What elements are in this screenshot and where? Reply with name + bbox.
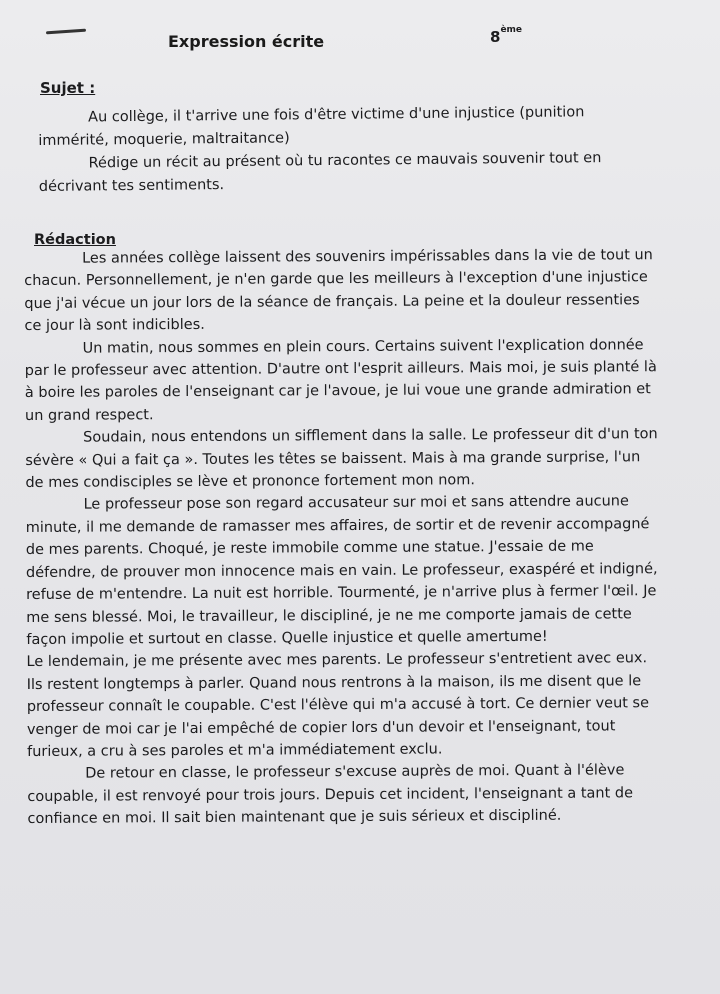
pen-scribble [46, 29, 86, 35]
paragraph-1: Les années collège laissent des souvenirs impérissables dans la vie de tout un chacun. Personnellement, je n'en garde que les meilleurs à l'exception d'une injustice que j'ai vécue un jour lors de la séance de français. La peine et la douleur ressenties ce jour là sont indicibles. [24, 247, 653, 335]
sujet-line-1: Au collège, il t'arrive une fois d'être victime d'une injustice (punition immérité, moquerie, maltraitance) [38, 104, 585, 149]
paragraph-6: De retour en classe, le professeur s'excuse auprès de moi. Quant à l'élève coupable, il est renvoyé pour trois jours. Depuis cet incident, l'enseignant a tant de confiance en moi. Il sait bien maintenant que je suis sérieux et discipliné. [27, 762, 634, 828]
paragraph-4: Le professeur pose son regard accusateur sur moi et sans attendre aucune minute, il me demande de ramasser mes affaires, de sortir et de revenir accompagné de mes parents. Choqué, je reste immobile comme une statue. J'essaie de me défendre, de prouver mon innocence mais en vain. Le professeur, exaspéré et indigné, refuse de m'entendre. La nuit est horrible. Tourmenté, je n'arrive plus à fermer l'œil. Je me sens blessé. Moi, le travailleur, le discipliné, je ne me comporte jamais de cette façon impolie et surtout en classe. Quelle injustice et quelle amertume! [25, 493, 658, 648]
paragraph-3: Soudain, nous entendons un sifflement dans la salle. Le professeur dit d'un ton sévère « Qui a fait ça ». Toutes les têtes se baissent. Mais à ma grande surprise, l'un de mes condisciples se lève et prononce fortement mon nom. [25, 426, 658, 492]
grade-level [490, 25, 523, 46]
sujet-heading: Sujet : [40, 79, 96, 97]
sujet-line-2: Rédige un récit au présent où tu racontes ce mauvais souvenir tout en décrivant tes sentiments. [38, 150, 602, 195]
document-title: Expression écrite [168, 32, 325, 51]
grade-suffix: ème [500, 25, 523, 35]
paragraph-5: Le lendemain, je me présente avec mes parents. Le professeur s'entretient avec eux. Ils restent longtemps à parler. Quand nous rentrons à la maison, ils me disent que le professeur connaît le coupable. C'est l'élève qui m'a accusé à tort. Ce dernier veut se venger de moi car je l'ai empêché de copier lors d'un devoir et l'enseignant, tout furieux, a cru à ses paroles et m'a immédiatement exclu. [26, 650, 650, 760]
redaction-text [24, 244, 664, 830]
paragraph-2: Un matin, nous sommes en plein cours. Certains suivent l'explication donnée par le professeur avec attention. D'autre ont l'esprit ailleurs. Mais moi, je suis planté là à boire les paroles de l'enseignant car je l'avoue, je lui voue une grande admiration et un grand respect. [24, 336, 657, 424]
grade-number: 8 [490, 28, 501, 46]
sujet-text [38, 101, 659, 199]
redaction-heading: Rédaction [34, 232, 116, 248]
